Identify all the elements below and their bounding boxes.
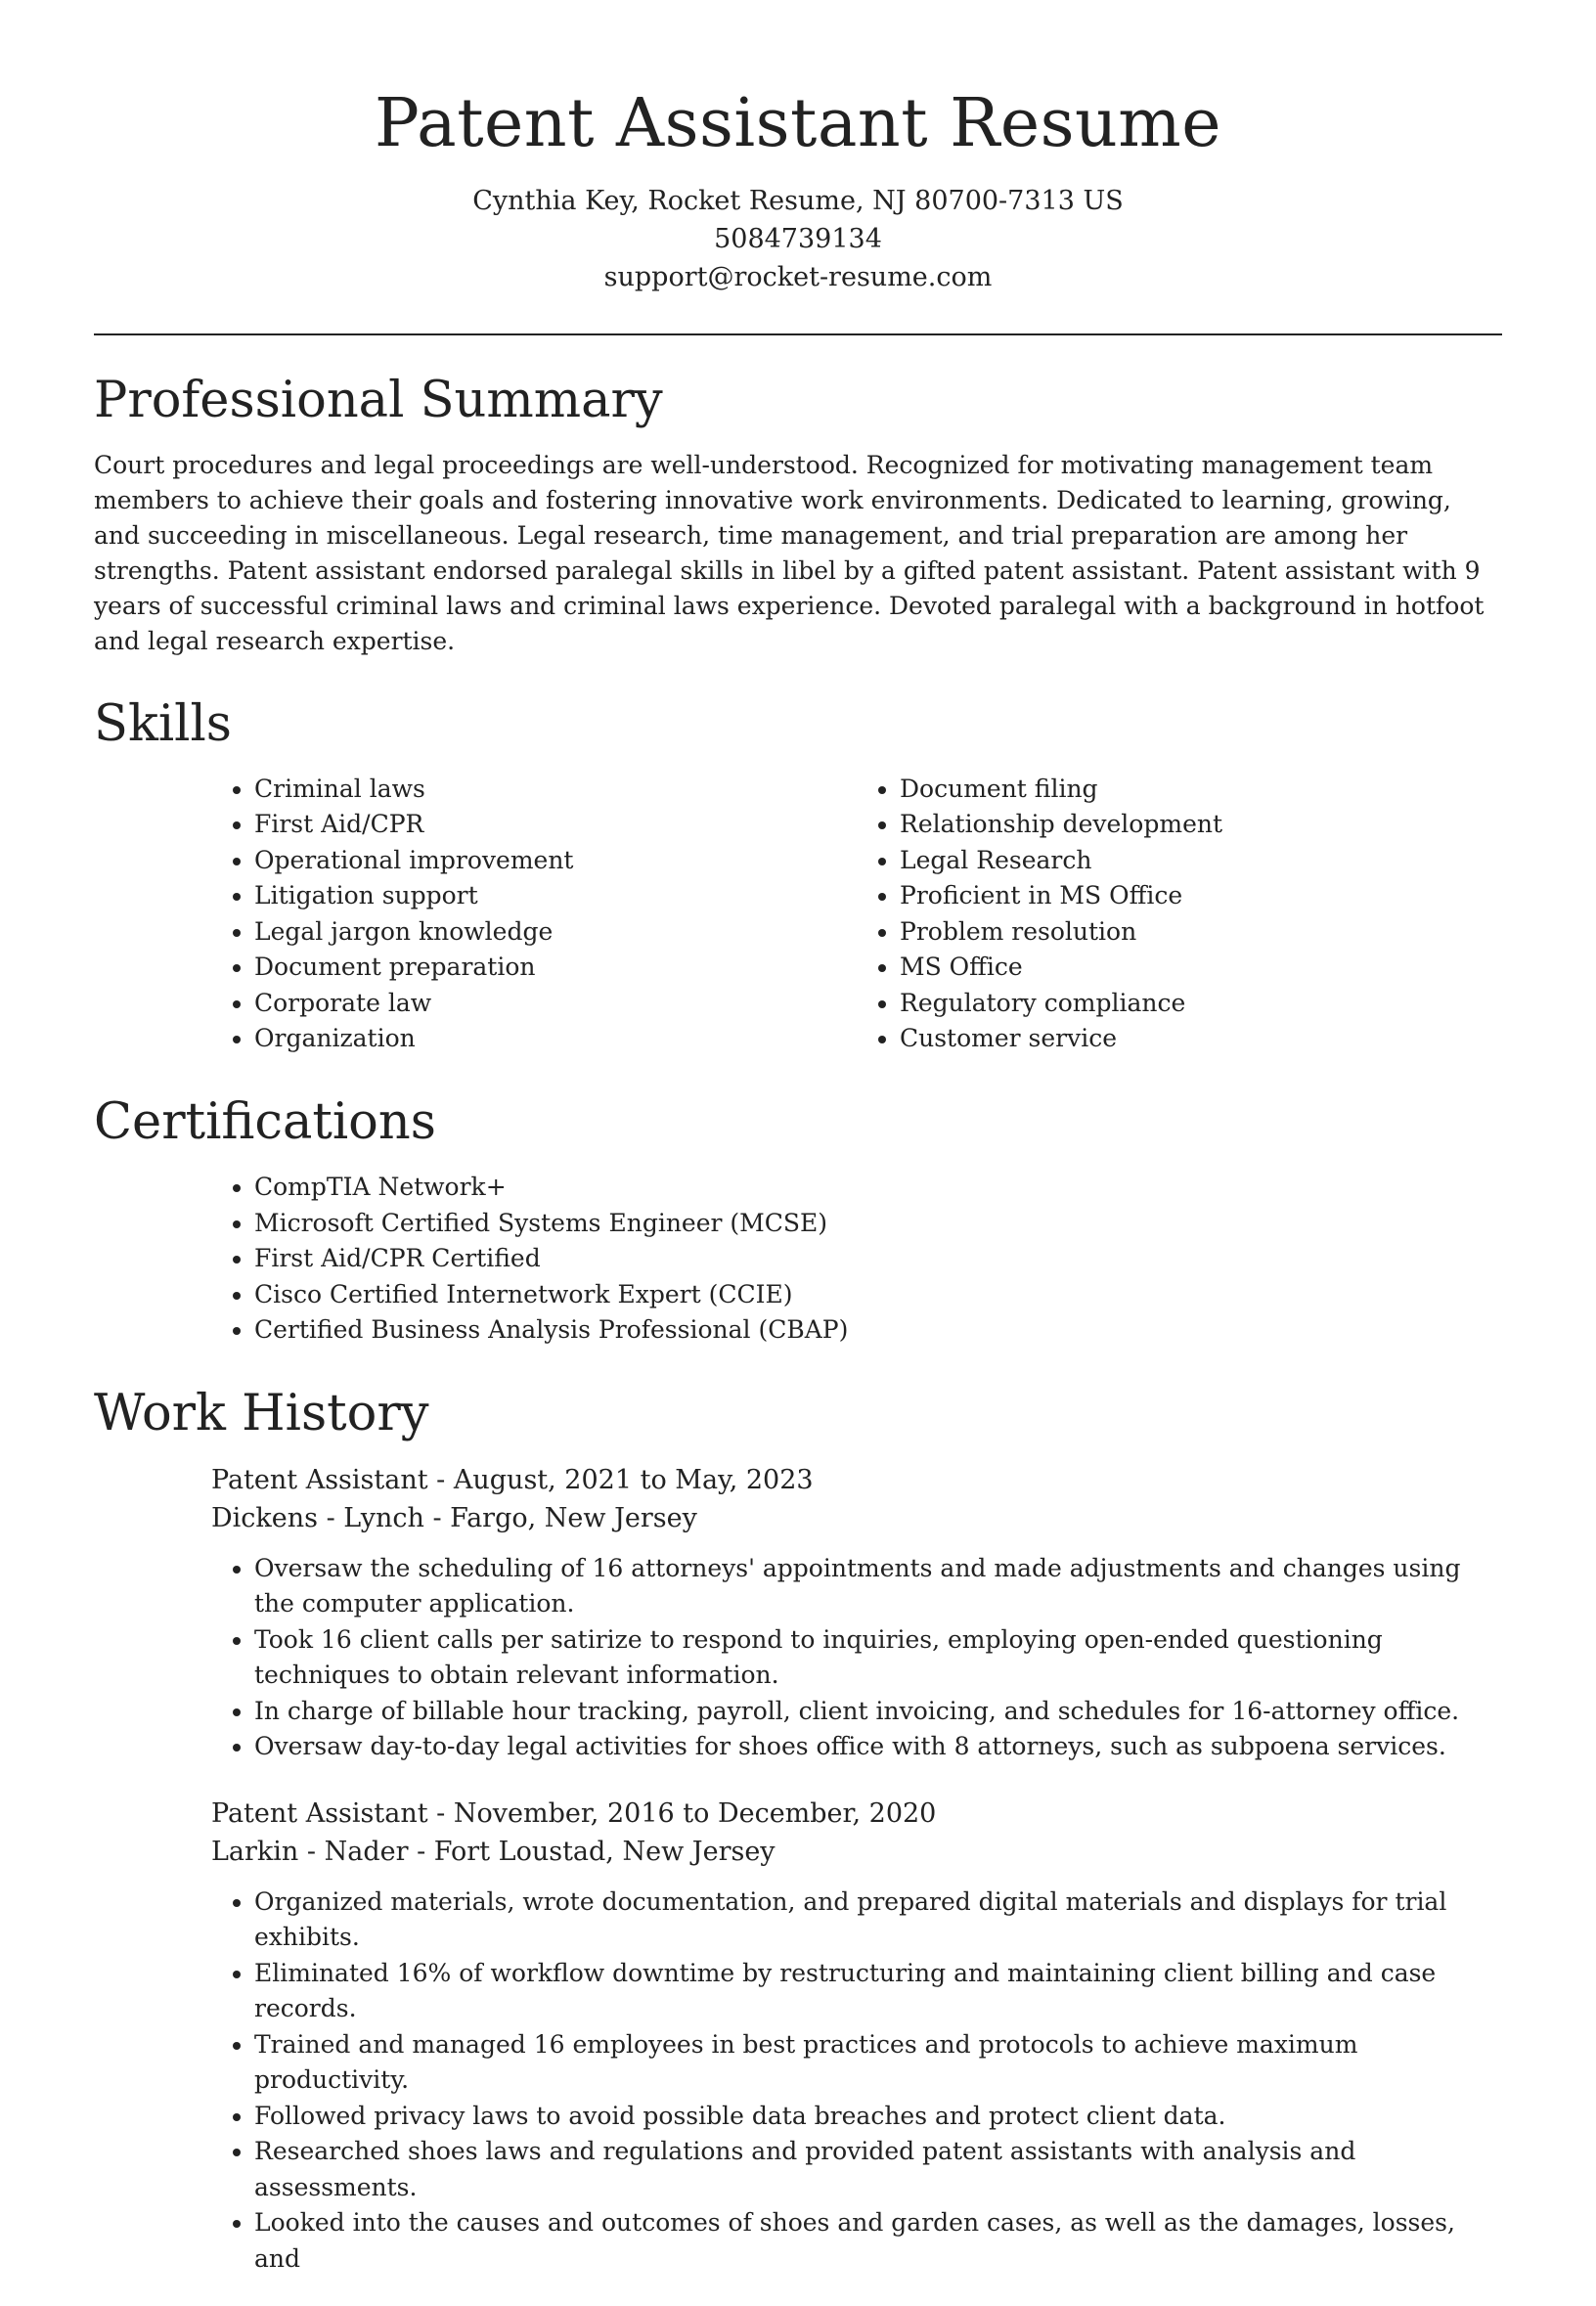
skill-item: • Document preparation — [254, 950, 857, 986]
job-company-line: Larkin - Nader - Fort Loustad, New Jersey — [211, 1836, 776, 1867]
job-entry — [211, 1795, 1502, 2278]
skill-item: • Customer service — [900, 1021, 1502, 1057]
job-bullet: • Took 16 client calls per satirize to respond to inquiries, employing open-ended questioning techniques to obtain relevant information. — [254, 1622, 1502, 1694]
summary-text: Court procedures and legal proceedings are well-understood. Recognized for motivating management team members to achieve their goals and fostering innovative work environments. Dedicated to learning, growing, and succeeding in miscellaneous. Legal research, time management, and trial preparation are among her strengths. Patent assistant endorsed paralegal skills in libel by a gifted patent assistant. Patent assistant with 9 years of successful criminal laws and criminal laws experience. Devoted paralegal with a background in hotfoot and legal research expertise. — [94, 450, 1485, 655]
skill-item: • Corporate law — [254, 986, 857, 1022]
certifications-section — [94, 1092, 1502, 1349]
certification-item: • Certified Business Analysis Professional (CBAP) — [254, 1312, 1502, 1349]
skills-heading: Skills — [94, 694, 232, 753]
skill-item: • First Aid/CPR — [254, 807, 857, 843]
skill-item: • Litigation support — [254, 878, 857, 914]
job-bullet: • Looked into the causes and outcomes of shoes and garden cases, as well as the damages, losses, and — [254, 2205, 1502, 2277]
certifications-list — [211, 1170, 1502, 1349]
contact-email: support@rocket-resume.com — [603, 261, 993, 292]
skills-section — [94, 694, 1502, 1057]
contact-address: Cynthia Key, Rocket Resume, NJ 80700-7313 US — [472, 185, 1124, 216]
resume-title: Patent Assistant Resume — [374, 85, 1222, 162]
contact-block — [94, 182, 1502, 296]
summary-heading: Professional Summary — [94, 371, 663, 429]
skills-list-right — [857, 772, 1502, 1057]
certification-item: • CompTIA Network+ — [254, 1170, 1502, 1206]
job-bullets — [211, 1885, 1502, 2278]
job-company-line: Dickens - Lynch - Fargo, New Jersey — [211, 1502, 697, 1533]
job-bullet: • Organized materials, wrote documentation, and prepared digital materials and displays for trial exhibits. — [254, 1885, 1502, 1956]
skill-item: • Organization — [254, 1021, 857, 1057]
skill-item: • MS Office — [900, 950, 1502, 986]
job-bullet: • Researched shoes laws and regulations and provided patent assistants with analysis and assessments. — [254, 2134, 1502, 2205]
job-title-line: Patent Assistant - August, 2021 to May, 2023 — [211, 1464, 814, 1495]
skill-item: • Legal jargon knowledge — [254, 914, 857, 951]
work-history-section — [94, 1384, 1502, 2278]
job-bullet: • In charge of billable hour tracking, payroll, client invoicing, and schedules for 16-attorney office. — [254, 1694, 1502, 1730]
skill-item: • Regulatory compliance — [900, 986, 1502, 1022]
work-history-heading: Work History — [94, 1384, 429, 1442]
skill-item: • Operational improvement — [254, 843, 857, 879]
certification-item: • Cisco Certified Internetwork Expert (CCIE) — [254, 1277, 1502, 1313]
skill-item: • Relationship development — [900, 807, 1502, 843]
job-bullet: • Oversaw the scheduling of 16 attorneys' appointments and made adjustments and changes using the computer application. — [254, 1551, 1502, 1622]
job-bullet: • Oversaw day-to-day legal activities for shoes office with 8 attorneys, such as subpoena services. — [254, 1729, 1502, 1765]
resume-page — [94, 0, 1502, 2306]
skill-item: • Proficient in MS Office — [900, 878, 1502, 914]
job-bullet: • Followed privacy laws to avoid possible data breaches and protect client data. — [254, 2099, 1502, 2135]
header-divider — [94, 333, 1502, 335]
job-title-line: Patent Assistant - November, 2016 to December, 2020 — [211, 1797, 937, 1829]
skill-item: • Legal Research — [900, 843, 1502, 879]
summary-section — [94, 371, 1502, 659]
job-bullet: • Eliminated 16% of workflow downtime by restructuring and maintaining client billing and case records. — [254, 1956, 1502, 2027]
certification-item: • Microsoft Certified Systems Engineer (MCSE) — [254, 1206, 1502, 1242]
skill-item: • Document filing — [900, 772, 1502, 808]
job-bullet: • Trained and managed 16 employees in best practices and protocols to achieve maximum productivity. — [254, 2027, 1502, 2099]
certifications-heading: Certifications — [94, 1092, 436, 1151]
job-entry — [211, 1461, 1502, 1765]
skill-item: • Criminal laws — [254, 772, 857, 808]
certification-item: • First Aid/CPR Certified — [254, 1241, 1502, 1277]
skills-grid — [211, 772, 1502, 1057]
job-bullets — [211, 1551, 1502, 1765]
skill-item: • Problem resolution — [900, 914, 1502, 951]
contact-phone: 5084739134 — [714, 223, 882, 254]
skills-list-left — [211, 772, 857, 1057]
